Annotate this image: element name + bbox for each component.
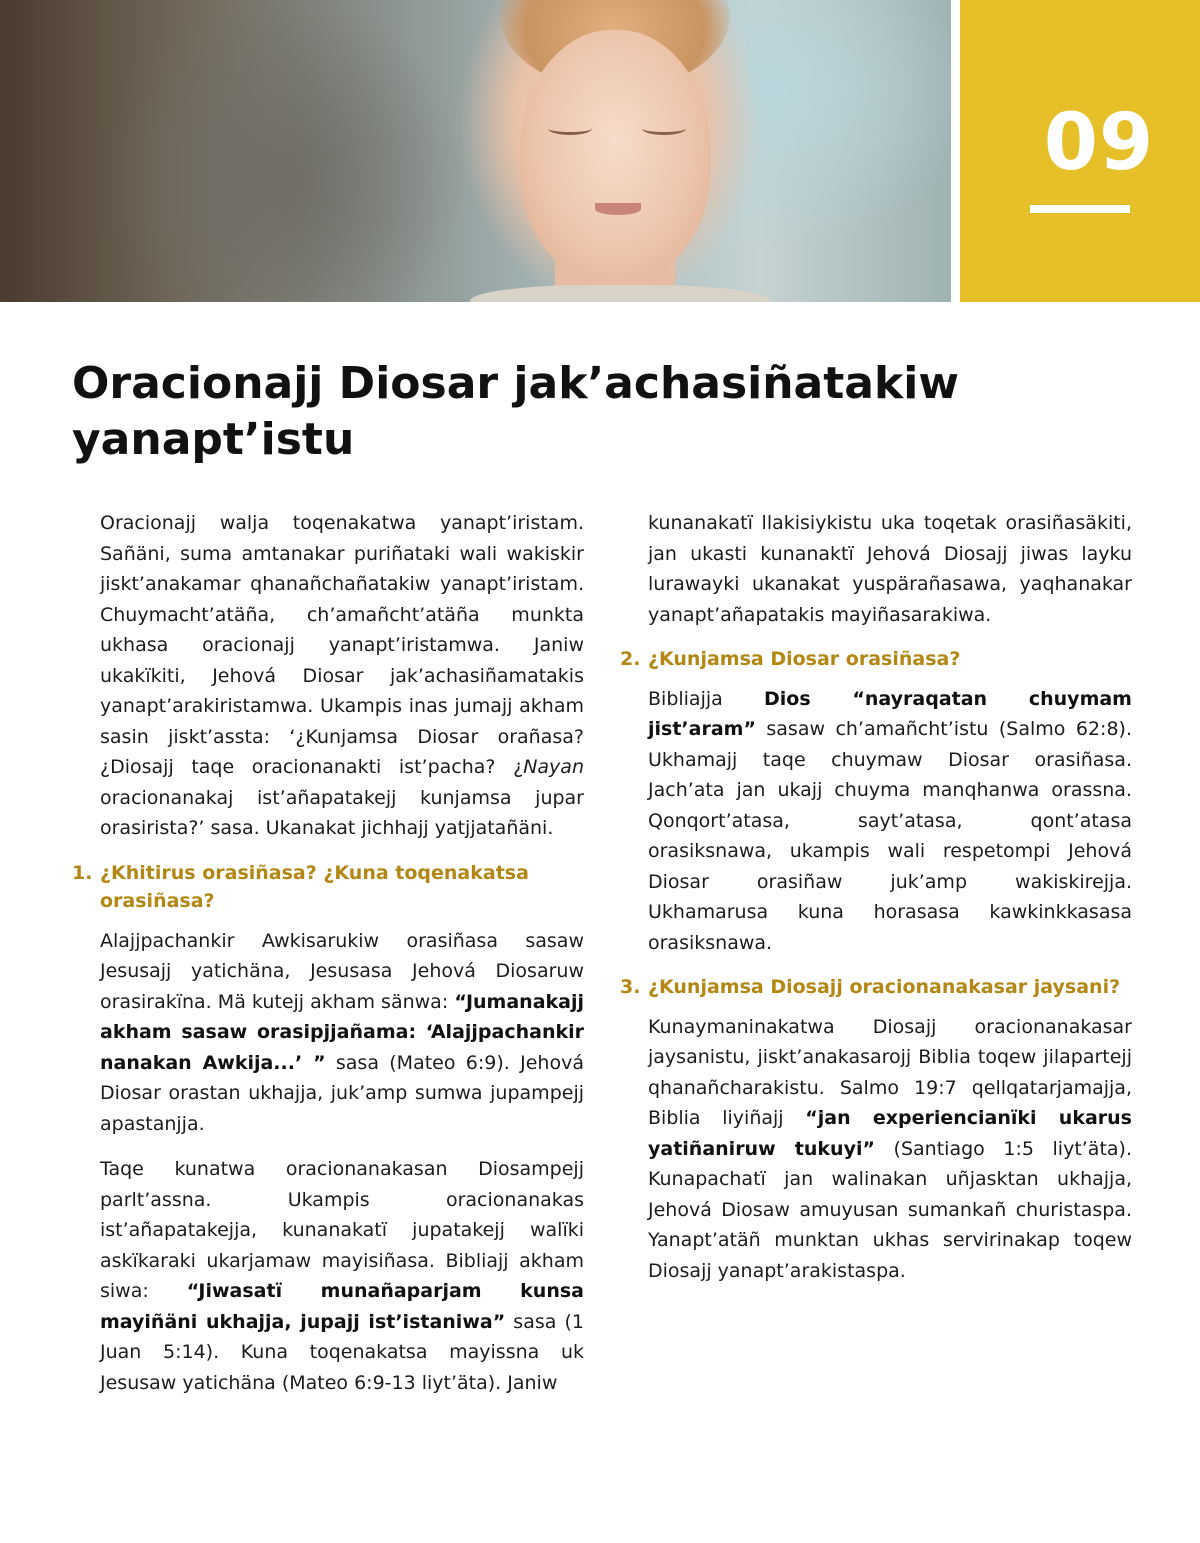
left-column bbox=[72, 508, 584, 1413]
lesson-number: 09 bbox=[1043, 98, 1155, 188]
section-1-paragraph-2: Taqe kunatwa oracionanakasan Diosampejj parlt’assna. Ukampis oracionanakas ist’añapatakejja, kunanakatï jupatakejj walïki askïkaraki ukarjamaw mayisiñasa. Bibliajj akham siwa: “Jiwasatï munañaparjam kunsa mayiñäni ukhajja, jupajj ist’istaniwa” sasa (1 Juan 5:14). Kuna toqenakatsa mayissna uk Jesusaw yatichäna (Mateo 6:9-13 liyt’äta). Janiw bbox=[100, 1158, 584, 1394]
question-heading-2: 2. ¿Kunjamsa Diosar orasiñasa? bbox=[620, 648, 961, 670]
question-heading-3: 3. ¿Kunjamsa Diosajj oracionanakasar jaysani? bbox=[620, 976, 1121, 998]
question-heading-1: 1. ¿Khitirus orasiñasa? ¿Kuna toqenakatsa orasiñasa? bbox=[72, 861, 529, 912]
section-3-paragraph-1: Kunaymaninakatwa Diosajj oracionanakasar jaysanistu, jiskt’anakasarojj Biblia toqew jilapartejj qhanañcharakistu. Salmo 19:7 qellqatarjamajja, Biblia liyiñajj “jan experiencianïki ukarus yatiñaniruw tukuyi” (Santiago 1:5 liyt’äta). Kunapachatï jan walinakan uñjasktan ukhajja, Jehová Diosaw amuyusan sumankañ churistaspa. Yanapt’atäñ munktan ukhas servirinakap toqew Diosajj yanapt’arakistaspa. bbox=[648, 1015, 1132, 1282]
lesson-number-badge bbox=[960, 0, 1200, 302]
right-column bbox=[620, 508, 1132, 1301]
section-1-paragraph-2-continued: kunanakatï llakisiykistu uka toqetak orasiñasäkiti, jan ukasti kunanaktï Jehová Diosajj jiwas layku lurawayki ukanakat yuspärañasawa, yaqhanakar yanapt’añapatakis mayiñasarakiwa. bbox=[648, 512, 1132, 626]
page-title: Oracionajj Diosar jak’achasiñatakiw yanapt’istu bbox=[72, 358, 959, 465]
intro-paragraph: Oracionajj walja toqenakatwa yanapt’iristam. Sañäni, suma amtanakar puriñataki wali wakiskir jiskt’anakamar qhanañchañatakiw yanapt’iristam. Chuymacht’atäña, ch’amañcht’atäña munkta ukhasa oracionajj yanapt’iristamwa. Janiw ukakïkiti, Jehová Diosar jak’achasiñamatakis yanapt’arakiristamwa. Ukampis inas jumajj akham sasin jiskt’assta: ‘¿Kunjamsa Diosar orañasa? ¿Diosajj taqe oracionanakti ist’pacha? ¿Nayan oracionanakaj ist’añapatakejj kunjamsa jupar orasirista?’ sasa. Ukanakat jichhajj yatjjatañäni. bbox=[100, 512, 584, 839]
lesson-number-underline bbox=[1030, 205, 1130, 213]
section-1-paragraph-1: Alajjpachankir Awkisarukiw orasiñasa sasaw Jesusajj yatichäna, Jesusasa Jehová Diosaruw orasirakïna. Mä kutejj akham sänwa: “Jumanakajj akham sasaw orasipjjañama: ‘Alajjpachankir nanakan Awkija...’ ” sasa (Mateo 6:9). Jehová Diosar orastan ukhajja, juk’amp sumwa jupampejj apastanjja. bbox=[100, 929, 584, 1135]
hero-photo bbox=[0, 0, 951, 302]
section-2-paragraph-1: Bibliajja Dios “nayraqatan chuymam jist’aram” sasaw ch’amañcht’istu (Salmo 62:8). Ukhamajj taqe chuymaw Diosar orasiñasa. Jach’ata jan ukajj chuyma manqhanwa orassna. Qonqort’atasa, sayt’atasa, qont’atasa orasiksnawa, ukampis wali respetompi Jehová Diosar orasiñaw juk’amp wakiskirejja. Ukhamarusa kuna horasasa kawkinkkasasa orasiksnawa. bbox=[648, 687, 1132, 954]
